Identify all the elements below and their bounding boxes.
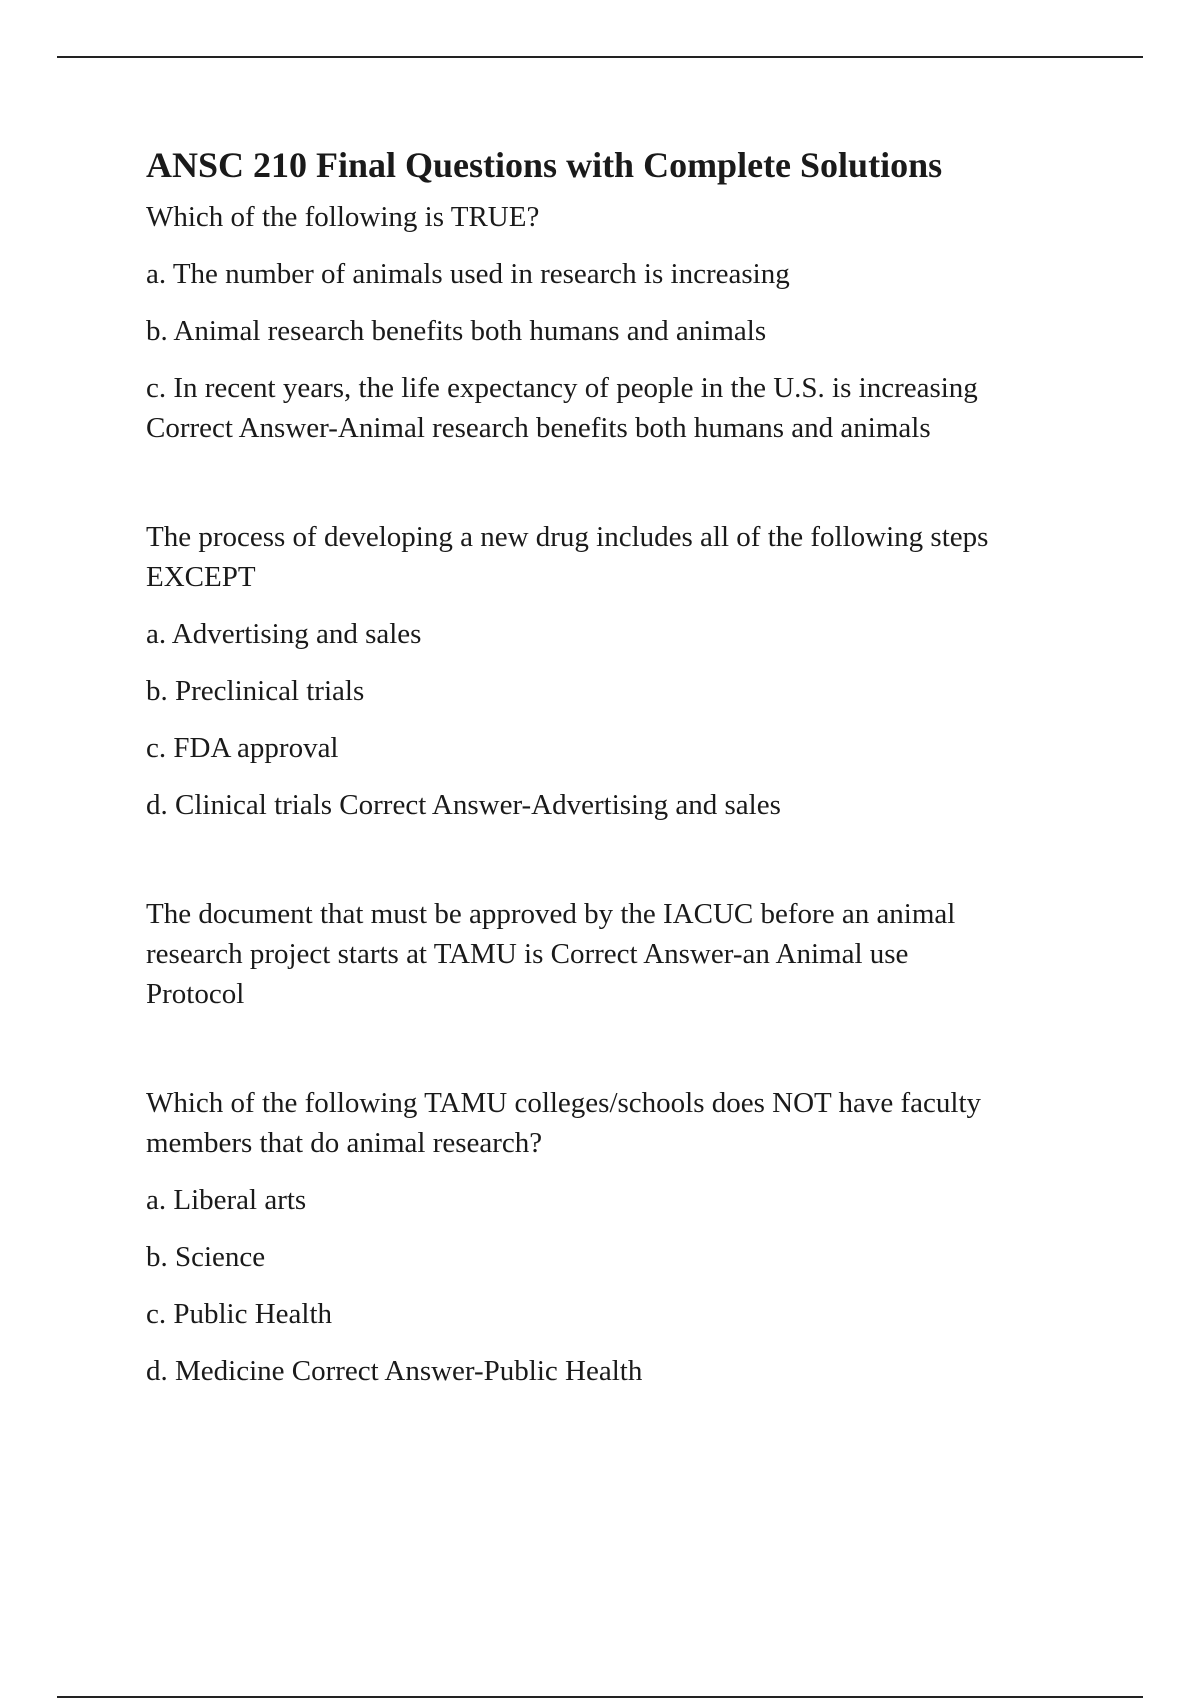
- question-3-line-3: Protocol: [146, 978, 245, 1010]
- question-1-prompt: Which of the following is TRUE?: [146, 201, 540, 233]
- question-2-prompt-line-2: EXCEPT: [146, 561, 256, 593]
- question-1-answer: Correct Answer-Animal research benefits both humans and animals: [146, 412, 931, 444]
- question-4-option-d: d. Medicine Correct Answer-Public Health: [146, 1355, 643, 1387]
- question-2-option-b: b. Preclinical trials: [146, 675, 365, 707]
- question-1: [146, 197, 1096, 448]
- question-2-prompt-line-1: The process of developing a new drug includes all of the following steps: [146, 521, 989, 553]
- question-3-line-2: research project starts at TAMU is Correct Answer-an Animal use: [146, 938, 909, 970]
- question-4-prompt-line-1: Which of the following TAMU colleges/schools does NOT have faculty: [146, 1087, 982, 1119]
- question-1-option-b: b. Animal research benefits both humans and animals: [146, 315, 767, 347]
- document-title: ANSC 210 Final Questions with Complete Solutions: [146, 145, 943, 185]
- footer-rule: [57, 1696, 1143, 1698]
- header-rule: [57, 56, 1143, 58]
- question-4-option-b: b. Science: [146, 1241, 266, 1273]
- question-3: [146, 894, 1096, 1014]
- question-2-option-c: c. FDA approval: [146, 732, 339, 764]
- question-4: [146, 1083, 1096, 1391]
- question-1-option-a: a. The number of animals used in research is increasing: [146, 258, 790, 290]
- question-4-prompt-line-2: members that do animal research?: [146, 1127, 543, 1159]
- document-body: [146, 143, 1096, 1391]
- question-4-option-c: c. Public Health: [146, 1298, 333, 1330]
- question-2-option-a: a. Advertising and sales: [146, 618, 422, 650]
- question-4-option-a: a. Liberal arts: [146, 1184, 307, 1216]
- question-2-option-d: d. Clinical trials Correct Answer-Advertising and sales: [146, 789, 781, 821]
- question-2: [146, 517, 1096, 825]
- question-3-line-1: The document that must be approved by the IACUC before an animal: [146, 898, 956, 930]
- question-1-option-c: c. In recent years, the life expectancy of people in the U.S. is increasing: [146, 372, 978, 404]
